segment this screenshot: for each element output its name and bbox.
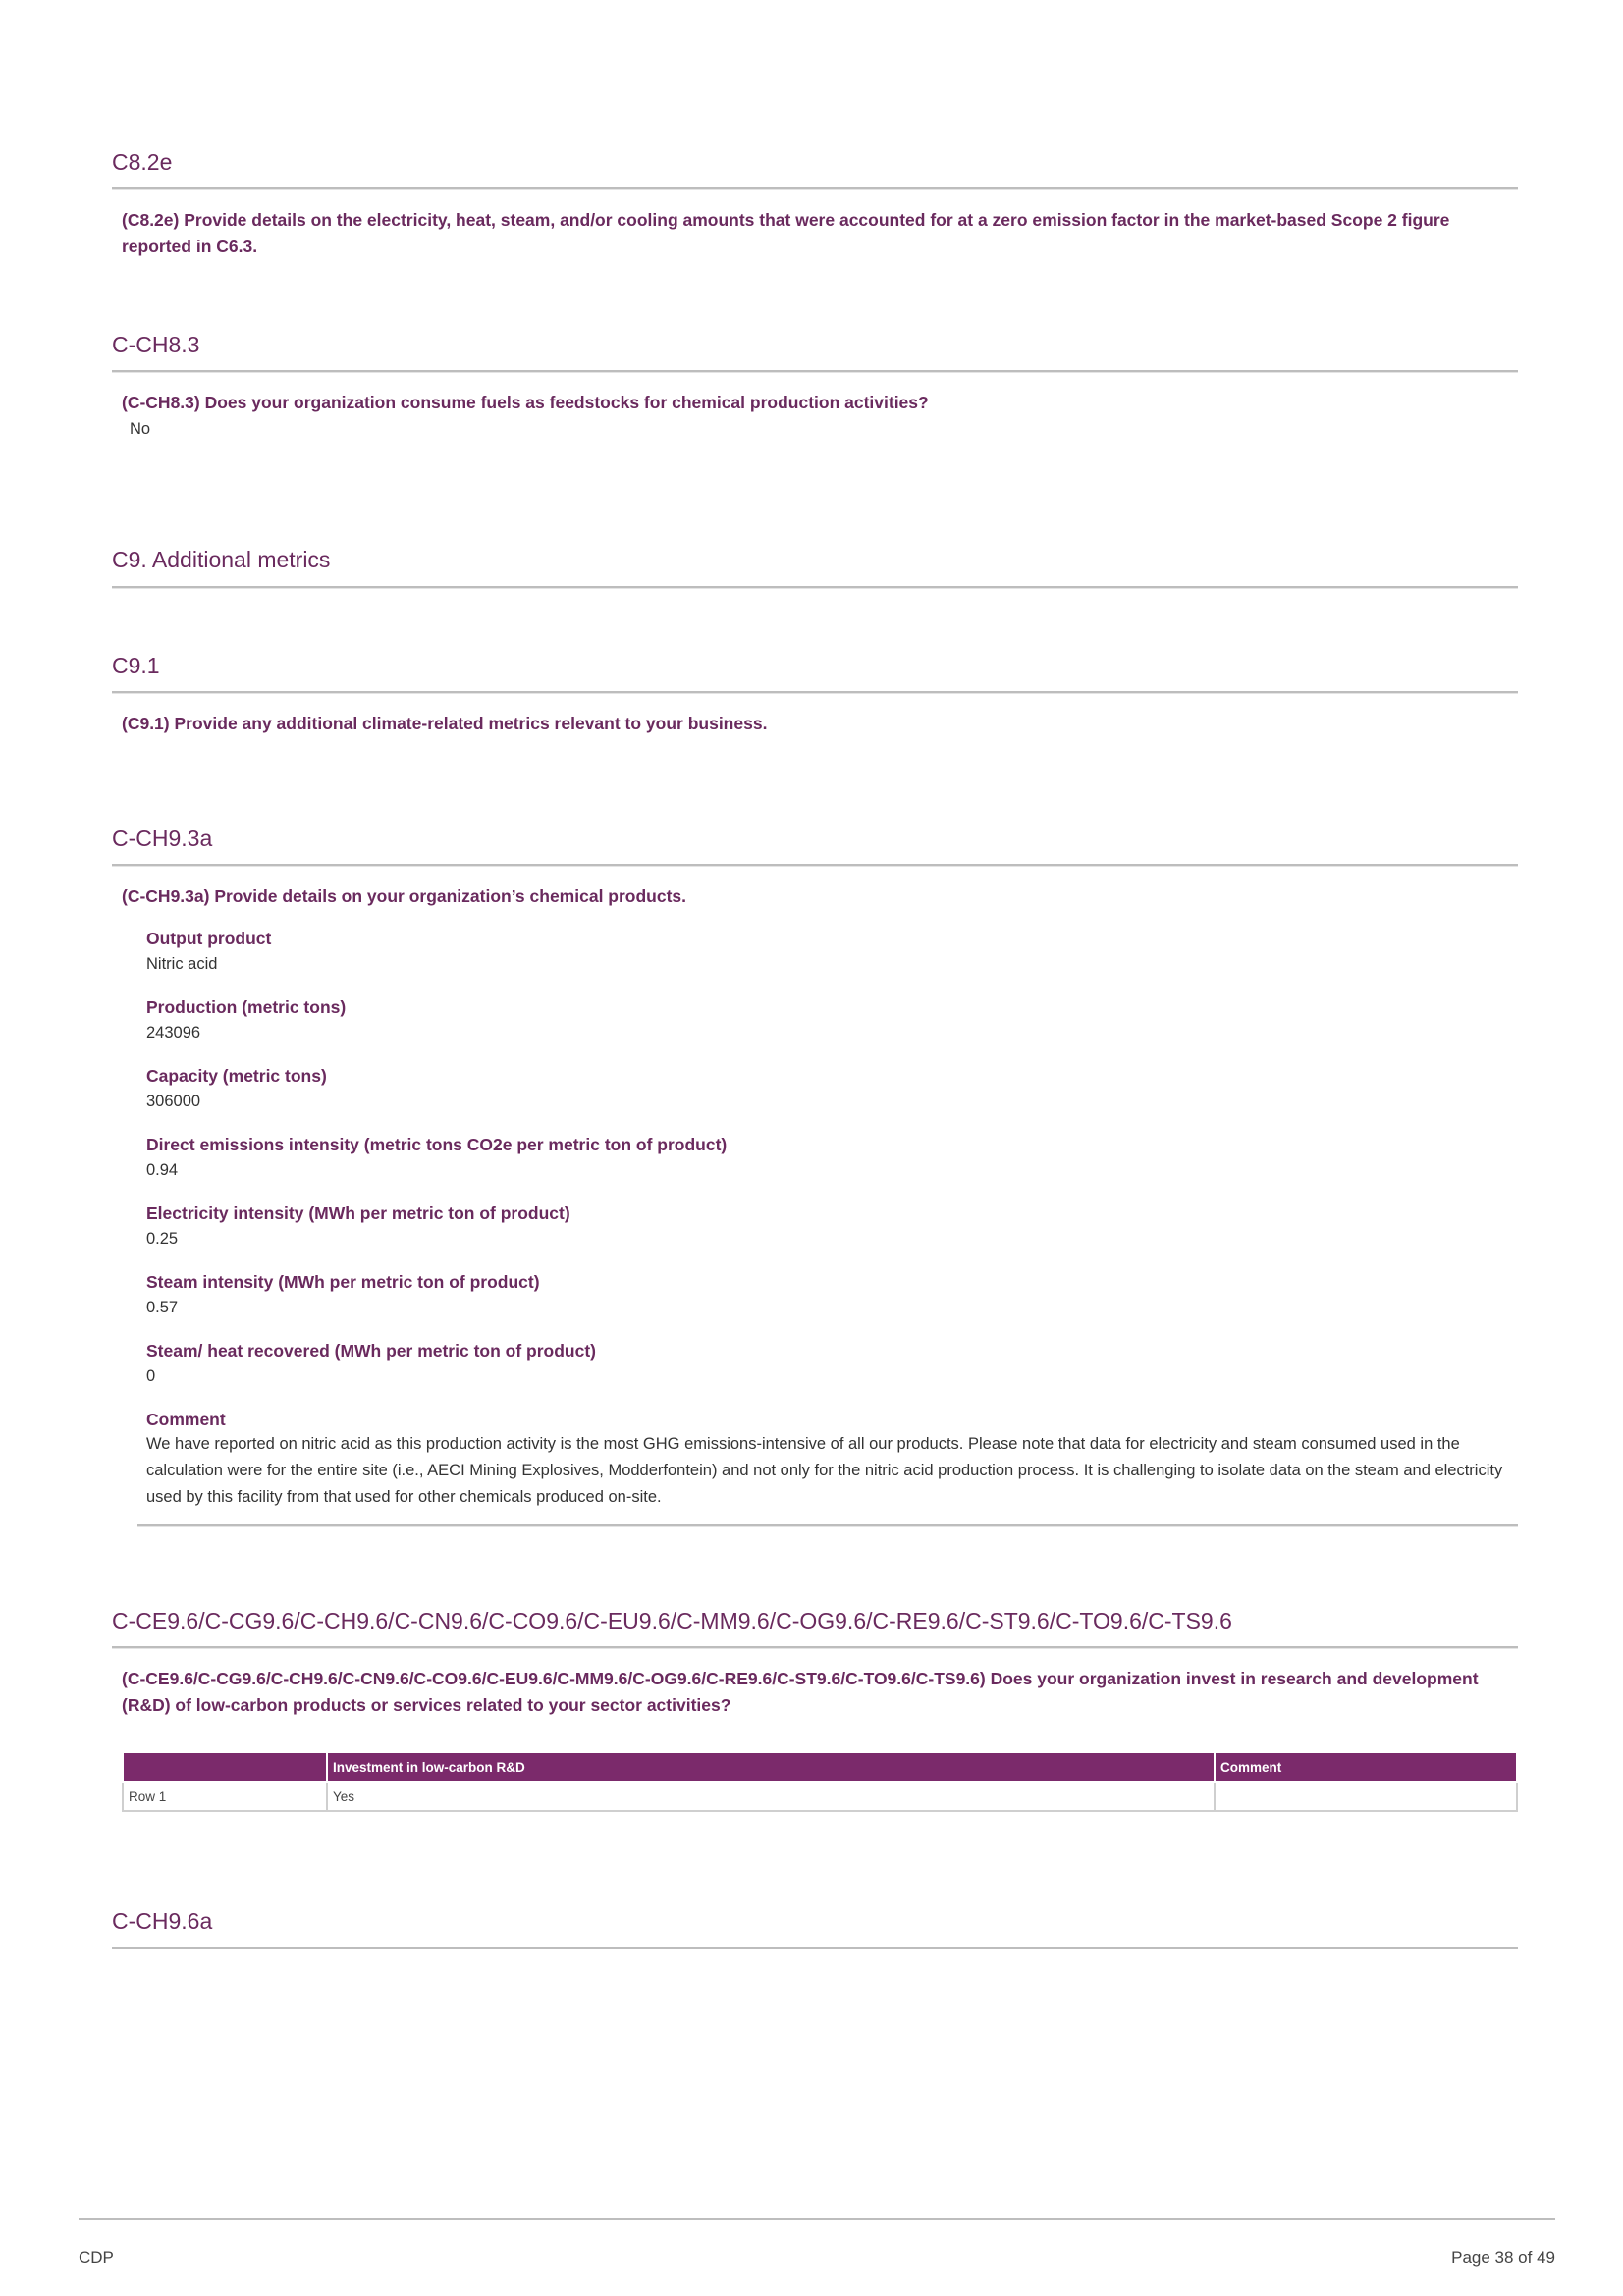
table-header-cell-comment: Comment xyxy=(1215,1752,1517,1782)
section-title-cch96a: C-CH9.6a xyxy=(112,1908,213,1934)
field-value-steam-intensity: 0.57 xyxy=(146,1299,179,1316)
field-label-comment: Comment xyxy=(146,1410,226,1429)
section-divider xyxy=(112,691,1518,693)
section-title-c96: C-CE9.6/C-CG9.6/C-CH9.6/C-CN9.6/C-CO9.6/C-EU9.6/C-MM9.6/C-OG9.6/C-RE9.6/C-ST9.6/C-TO9.6/C-TS9.6 xyxy=(112,1608,1232,1633)
section-divider xyxy=(112,1646,1518,1648)
table-header-cell-investment: Investment in low-carbon R&D xyxy=(327,1752,1215,1782)
field-label-steam-intensity: Steam intensity (MWh per metric ton of product) xyxy=(146,1272,540,1292)
section-title-c91: C9.1 xyxy=(112,653,160,678)
page-number: Page 38 of 49 xyxy=(1451,2248,1555,2267)
section-divider xyxy=(112,187,1518,189)
section-divider xyxy=(112,586,1518,588)
table-cell-row-label: Row 1 xyxy=(123,1782,327,1811)
section-title-c82e: C8.2e xyxy=(112,149,173,175)
question-c96: (C-CE9.6/C-CG9.6/C-CH9.6/C-CN9.6/C-CO9.6/C-EU9.6/C-MM9.6/C-OG9.6/C-RE9.6/C-ST9.6/C-TO9.6/C-TS9.6) Does your organization invest in research and development (R&D) of low-carbon products or services related to your sector activities? xyxy=(122,1669,1479,1715)
section-title-cch83: C-CH8.3 xyxy=(112,332,200,357)
field-value-electricity-intensity: 0.25 xyxy=(146,1230,179,1248)
section-title-c9: C9. Additional metrics xyxy=(112,547,331,572)
section-divider xyxy=(112,1947,1518,1949)
question-cch83: (C-CH8.3) Does your organization consume fuels as feedstocks for chemical production activities? xyxy=(122,393,929,412)
answer-cch83: No xyxy=(130,420,151,438)
table-row xyxy=(123,1782,1517,1811)
field-value-direct-emissions-intensity: 0.94 xyxy=(146,1161,179,1179)
table-cell-comment xyxy=(1215,1782,1517,1811)
field-value-steam-heat-recovered: 0 xyxy=(146,1367,156,1385)
question-c82e: (C8.2e) Provide details on the electricity, heat, steam, and/or cooling amounts that were accounted for at a zero emission factor in the market-based Scope 2 figure reported in C6.3. xyxy=(122,210,1450,256)
question-cch93a: (C-CH9.3a) Provide details on your organization’s chemical products. xyxy=(122,886,687,906)
field-label-output-product: Output product xyxy=(146,929,272,948)
field-value-comment: We have reported on nitric acid as this production activity is the most GHG emissions-intensive of all our products. Please note that data for electricity and steam consumed used in the calculation were for the entire site (i.e., AECI Mining Explosives, Modderfontein) and not only for the nitric acid production process. It is challenging to isolate data on the steam and electricity used by this facility from that used for other chemicals produced on-site. xyxy=(146,1435,1503,1506)
field-label-capacity: Capacity (metric tons) xyxy=(146,1066,327,1086)
table-header-cell-row xyxy=(123,1752,327,1782)
section-divider xyxy=(112,864,1518,866)
field-label-direct-emissions-intensity: Direct emissions intensity (metric tons CO2e per metric ton of product) xyxy=(146,1135,728,1154)
question-c91: (C9.1) Provide any additional climate-related metrics relevant to your business. xyxy=(122,714,768,733)
field-value-output-product: Nitric acid xyxy=(146,955,218,973)
field-label-steam-heat-recovered: Steam/ heat recovered (MWh per metric ton of product) xyxy=(146,1341,596,1361)
table-header-row xyxy=(123,1752,1517,1782)
section-divider xyxy=(112,370,1518,372)
entry-divider xyxy=(137,1524,1518,1526)
rd-investment-table xyxy=(122,1751,1518,1812)
footer-brand: CDP xyxy=(79,2248,114,2267)
section-title-cch93a: C-CH9.3a xyxy=(112,826,213,851)
field-value-production: 243096 xyxy=(146,1024,201,1041)
table-cell-investment: Yes xyxy=(327,1782,1215,1811)
field-label-production: Production (metric tons) xyxy=(146,997,347,1017)
field-value-capacity: 306000 xyxy=(146,1093,201,1110)
footer-divider xyxy=(79,2218,1555,2220)
field-label-electricity-intensity: Electricity intensity (MWh per metric ton of product) xyxy=(146,1203,570,1223)
